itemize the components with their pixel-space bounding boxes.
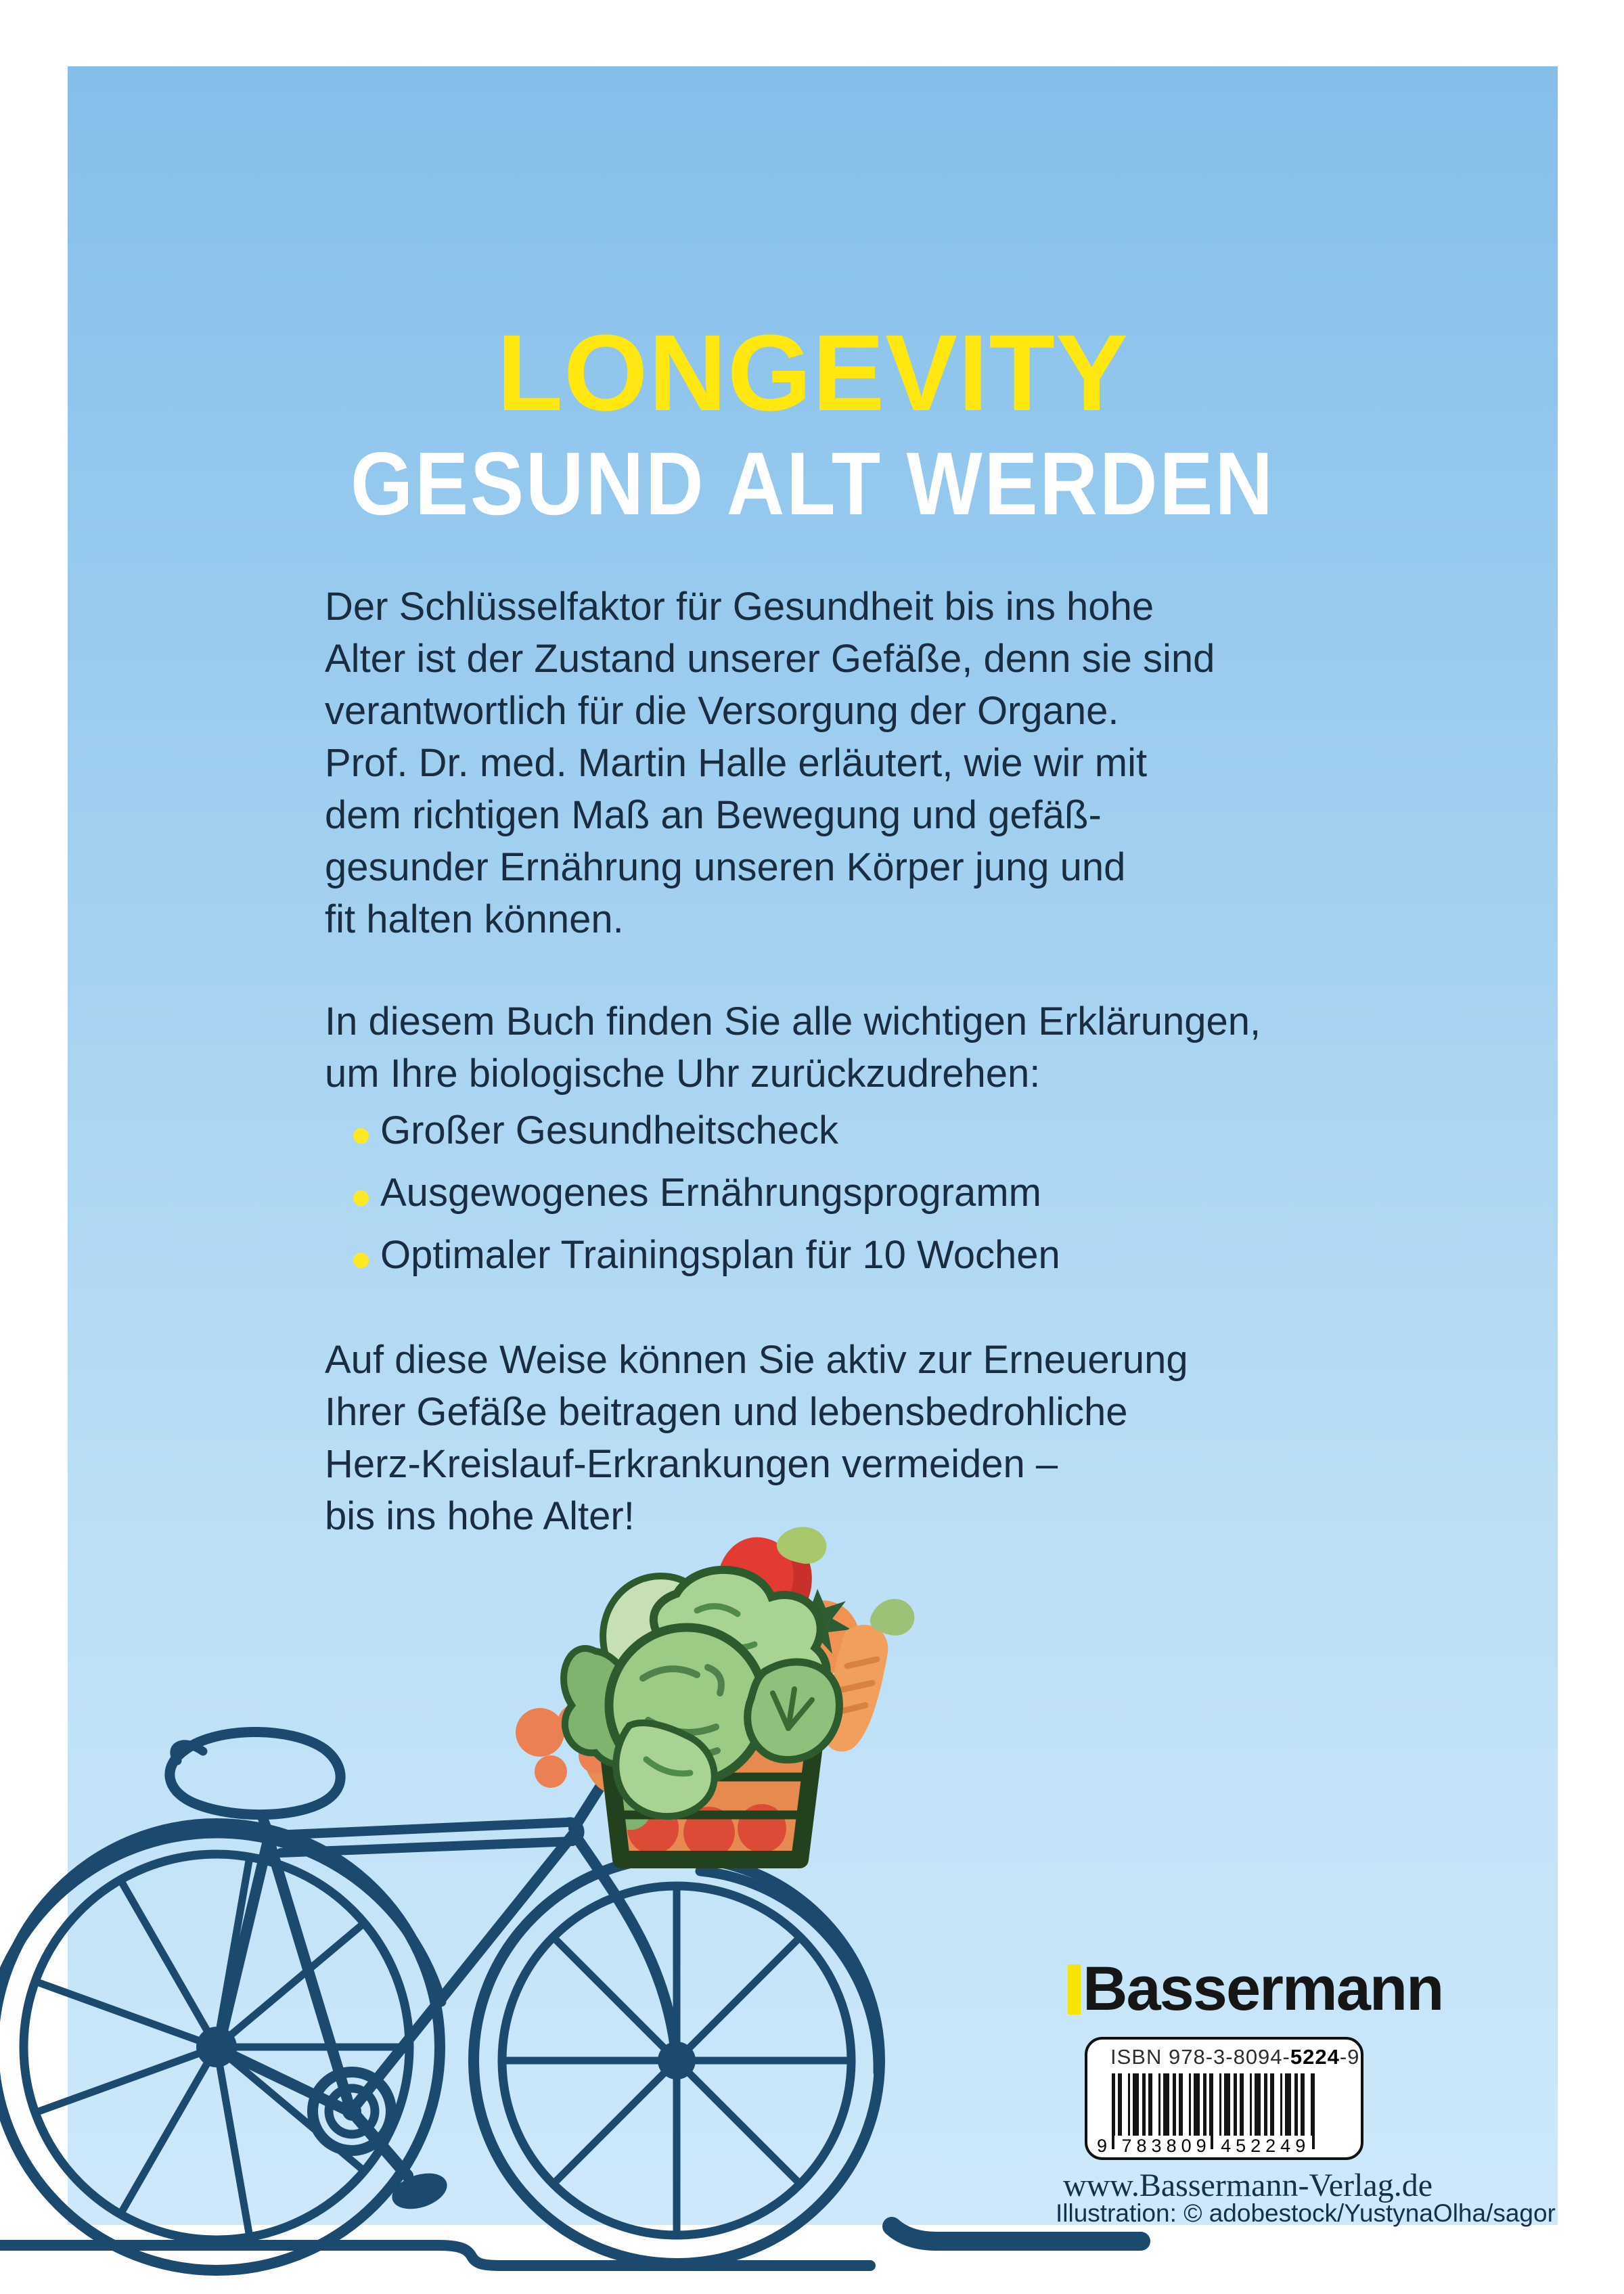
paragraph-line: Alter ist der Zustand unserer Gefäße, denn sie sind: [325, 637, 1215, 681]
paragraph-line: In diesem Buch finden Sie alle wichtigen Erklärungen,: [325, 999, 1261, 1043]
book-subtitle-text: GESUND ALT WERDEN: [351, 434, 1275, 533]
publisher-website: www.Bassermann-Verlag.de: [1062, 2167, 1433, 2203]
publisher-logo-mark-icon: [1068, 1964, 1081, 2015]
barcode-digits: 9 783809 452249: [1097, 2136, 1311, 2156]
isbn-barcode-box: [1085, 2037, 1363, 2160]
bullet-label: Optimaler Trainingsplan für 10 Wochen: [380, 1233, 1060, 1277]
bullet-dot-icon: [353, 1253, 369, 1268]
cover-background: [68, 66, 1558, 2225]
paragraph-line: um Ihre biologische Uhr zurückzudrehen:: [325, 1052, 1041, 1096]
lead-in-paragraph: [325, 995, 1261, 1100]
paragraph-line: fit halten können.: [325, 897, 624, 941]
bullet-dot-icon: [353, 1190, 369, 1206]
paragraph-line: verantwortlich für die Versorgung der Organe.: [325, 689, 1119, 733]
paragraph-line: Prof. Dr. med. Martin Halle erläutert, wie wir mit: [325, 741, 1148, 785]
isbn-number: [1110, 2045, 1359, 2069]
bullet-label: Ausgewogenes Ernährungsprogramm: [380, 1171, 1041, 1215]
paragraph-line: Auf diese Weise können Sie aktiv zur Erneuerung: [325, 1338, 1188, 1382]
bullet-dot-icon: [353, 1128, 369, 1144]
isbn-prefix: ISBN 978-3-8094-: [1110, 2045, 1290, 2069]
paragraph-line: Ihrer Gefäße beitragen und lebensbedrohliche: [325, 1390, 1128, 1434]
publisher-logo: [1068, 1954, 1443, 2025]
illustration-credit: Illustration: © adobestock/YustynaOlha/sagor: [1056, 2199, 1556, 2227]
closing-paragraph: [325, 1334, 1188, 1542]
isbn-suffix: -9: [1339, 2045, 1360, 2069]
paragraph-line: gesunder Ernährung unseren Körper jung und: [325, 845, 1126, 889]
paragraph-line: Herz-Kreislauf-Erkrankungen vermeiden –: [325, 1442, 1058, 1486]
book-title: LONGEVITY: [497, 312, 1129, 433]
bullet-label: Großer Gesundheitscheck: [380, 1108, 838, 1152]
paragraph-line: dem richtigen Maß an Bewegung und gefäß-: [325, 793, 1102, 837]
publisher-logo-text: Bassermann: [1083, 1954, 1443, 2023]
intro-paragraph: [325, 581, 1215, 945]
book-subtitle: [68, 434, 1558, 533]
paragraph-line: Der Schlüsselfaktor für Gesundheit bis ins hohe: [325, 585, 1154, 629]
paragraph-line: bis ins hohe Alter!: [325, 1494, 635, 1538]
barcode-icon: [1112, 2073, 1315, 2136]
isbn-bold-part: 5224: [1290, 2045, 1340, 2069]
